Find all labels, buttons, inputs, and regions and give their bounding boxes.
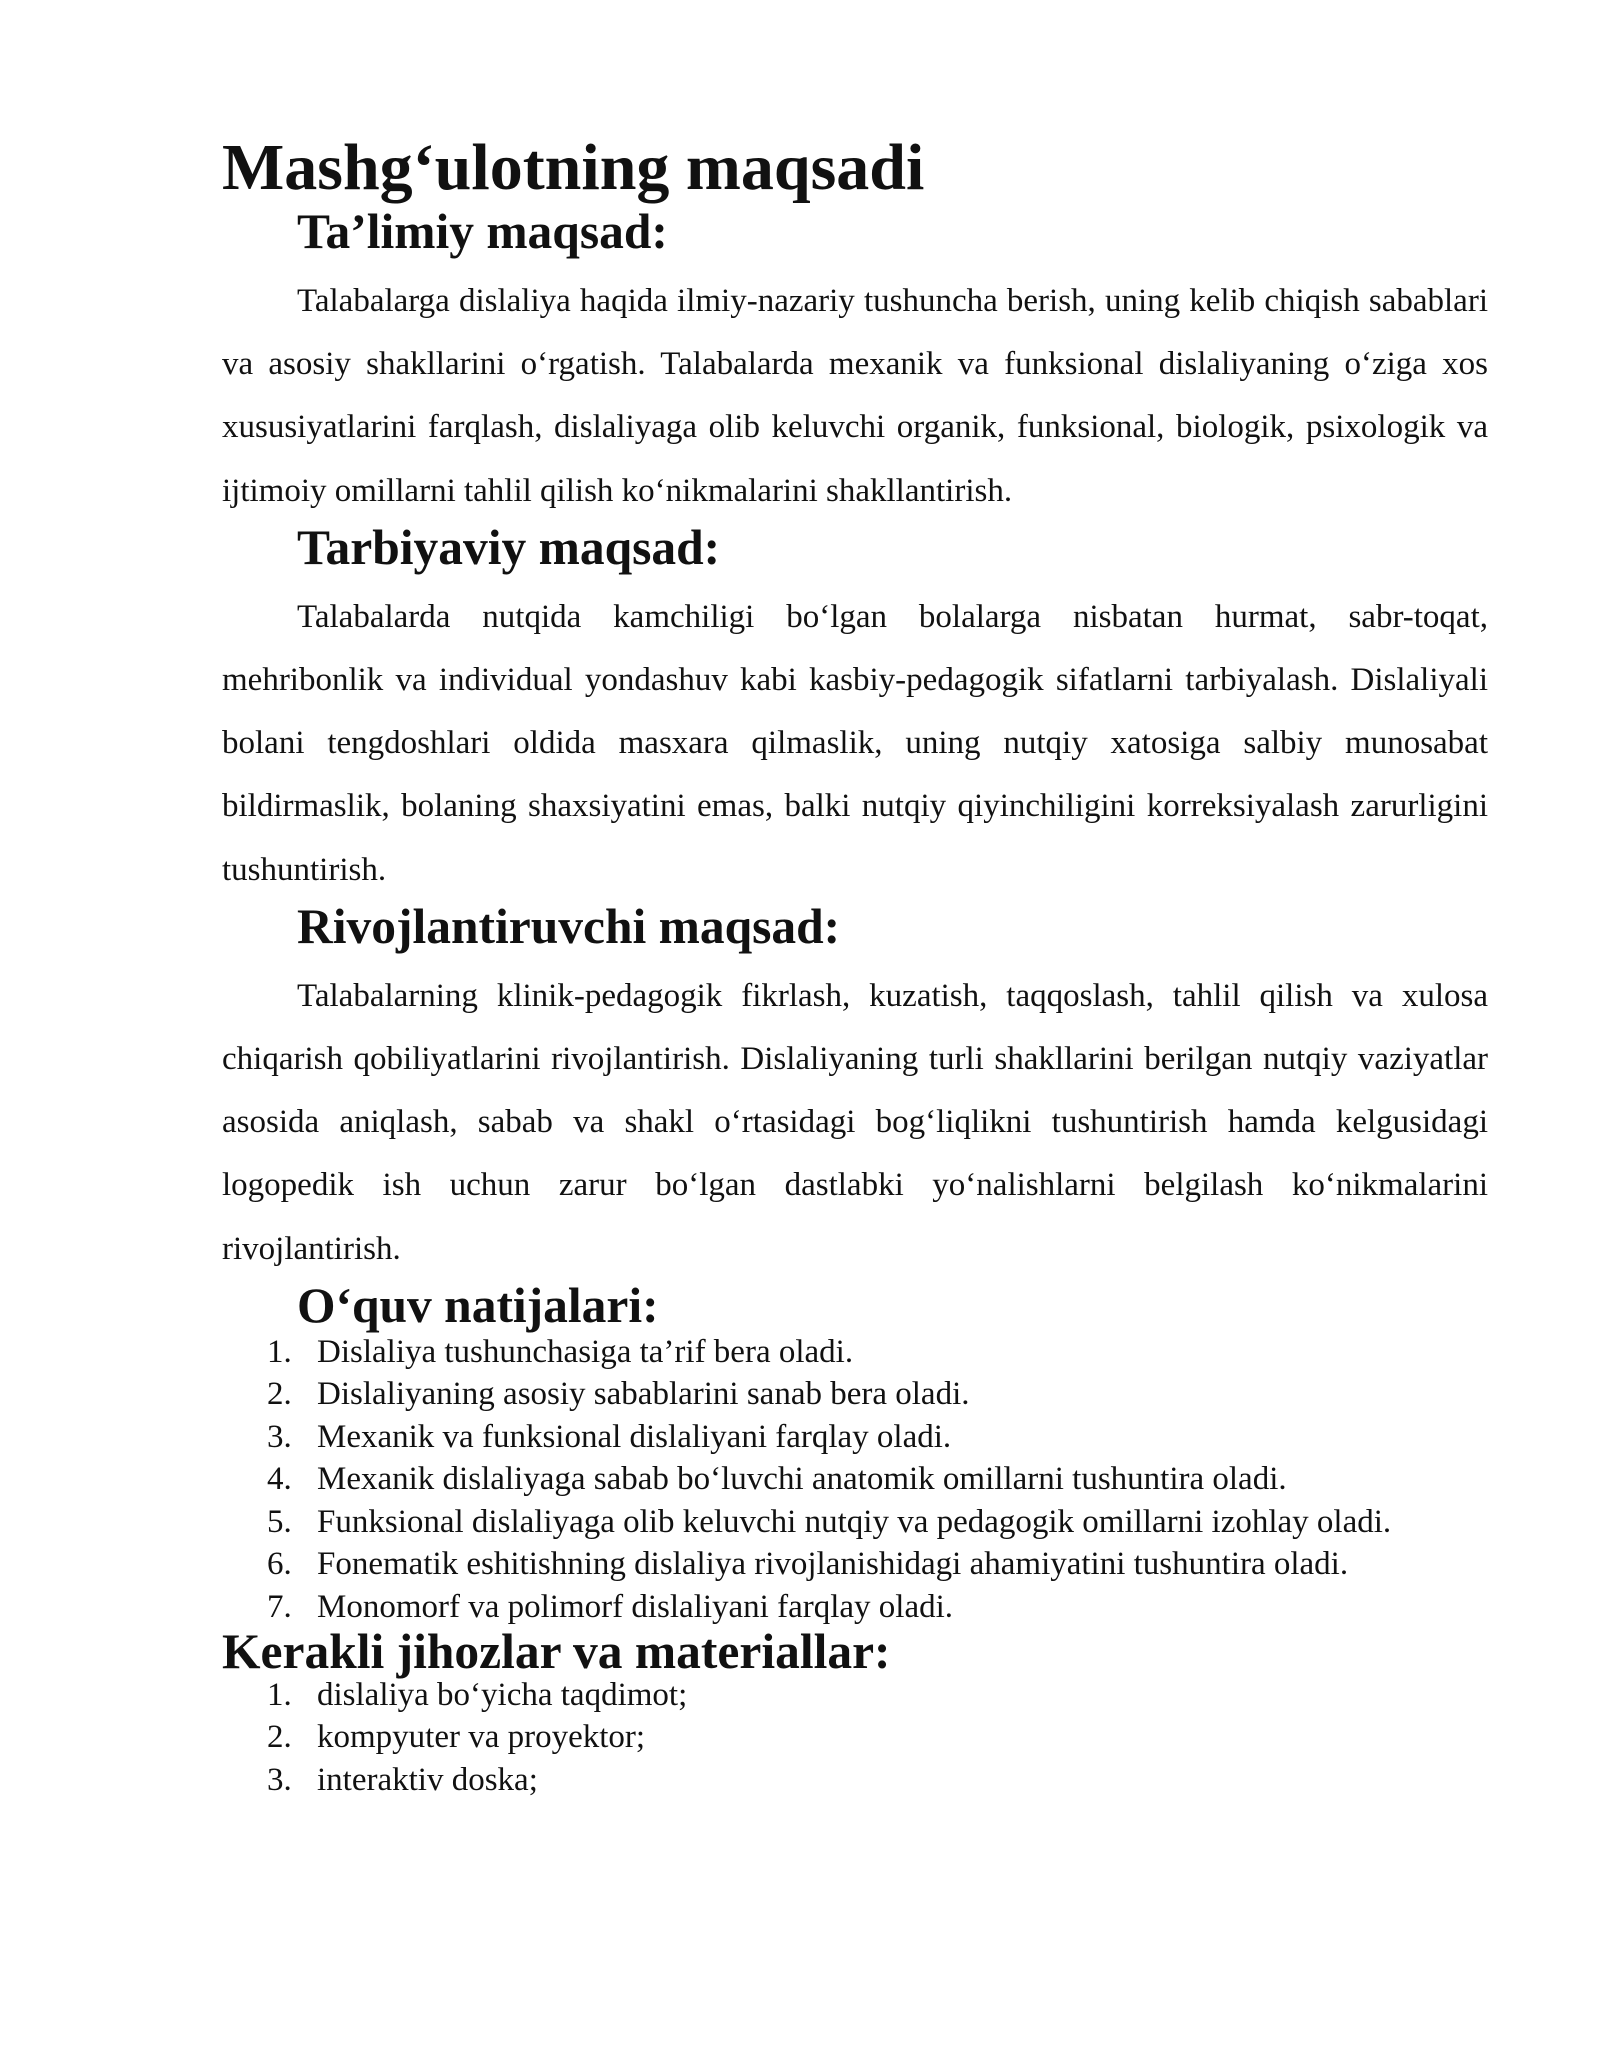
list-number: 4.: [267, 1461, 292, 1498]
list-text: Dislaliya tushunchasiga ta’rif bera oladi.: [317, 1333, 854, 1370]
list-item: [222, 1501, 1488, 1544]
list-item: [222, 1416, 1488, 1459]
list-number: 2.: [267, 1719, 292, 1756]
section-title-tarbiyaviy: Tarbiyaviy maqsad:: [297, 519, 721, 575]
list-number: 7.: [267, 1588, 292, 1625]
section-text-rivojlantiruvchi: Talabalarning klinik-pedagogik fikrlash, kuzatish, taqqoslash, tahlil qilish va xulosa chiqarish qobiliyatlarini rivojlantirish. Dislaliyaning turli shakllarini berilgan nutqiy vaziyatlar asosida aniqlash, sabab va shakl o‘rtasidagi bog‘liqlikni tushuntirish hamda kelgusidagi logopedik ish uchun zarur bo‘lgan dastlabki yo‘nalishlarni belgilash ko‘nikmalarini rivojlantirish.: [222, 977, 1488, 1267]
section-text-talimiy: Talabalarga dislaliya haqida ilmiy-nazariy tushuncha berish, uning kelib chiqish sabablari va asosiy shakllarini o‘rgatish. Talabalarda mexanik va funksional dislaliyaning o‘ziga xos xususiyatlarini farqlash, dislaliyaga olib keluvchi organik, funksional, biologik, psixologik va ijtimoiy omillarni tahlil qilish ko‘nikmalarini shakllantirish.: [222, 283, 1488, 509]
list-number: 5.: [267, 1503, 292, 1540]
list-item: [222, 1543, 1488, 1586]
list-item: [222, 1458, 1488, 1501]
list-text: Fonematik eshitishning dislaliya rivojlanishidagi ahamiyatini tushuntira oladi.: [317, 1546, 1349, 1583]
list-item: [222, 1674, 1488, 1717]
list-number: 2.: [267, 1376, 292, 1413]
list-text: kompyuter va proyektor;: [317, 1719, 646, 1756]
list-text: Dislaliyaning asosiy sabablarini sanab bera oladi.: [317, 1376, 970, 1413]
materials-title: Kerakli jihozlar va materiallar:: [222, 1624, 891, 1680]
list-number: 6.: [267, 1546, 292, 1583]
list-text: interaktiv doska;: [317, 1761, 538, 1798]
list-text: dislaliya bo‘yicha taqdimot;: [317, 1676, 688, 1713]
list-item: [222, 1586, 1488, 1629]
list-number: 3.: [267, 1418, 292, 1455]
outcomes-list: [222, 1331, 1488, 1629]
materials-list: [222, 1674, 1488, 1802]
list-item: [222, 1331, 1488, 1374]
list-number: 1.: [267, 1333, 292, 1370]
list-text: Funksional dislaliyaga olib keluvchi nutqiy va pedagogik omillarni izohlay oladi.: [317, 1503, 1392, 1540]
outcomes-title: O‘quv natijalari:: [297, 1277, 659, 1333]
list-item: [222, 1373, 1488, 1416]
section-title-rivojlantiruvchi: Rivojlantiruvchi maqsad:: [297, 898, 841, 954]
section-title-talimiy: Ta’limiy maqsad:: [297, 204, 668, 259]
list-item: [222, 1716, 1488, 1759]
list-number: 1.: [267, 1676, 292, 1713]
list-item: [222, 1759, 1488, 1802]
list-text: Monomorf va polimorf dislaliyani farqlay oladi.: [317, 1588, 954, 1625]
main-heading: Mashg‘ulotning maqsadi: [222, 131, 925, 204]
section-text-tarbiyaviy: Talabalarda nutqida kamchiligi bo‘lgan bolalarga nisbatan hurmat, sabr-toqat, mehribonlik va individual yondashuv kabi kasbiy-pedagogik sifatlarni tarbiyalash. Dislaliyali bolani tengdoshlari oldida masxara qilmaslik, uning nutqiy xatosiga salbiy munosabat bildirmaslik, bolaning shaxsiyatini emas, balki nutqiy qiyinchiligini korreksiyalash zarurligini tushuntirish.: [222, 598, 1488, 888]
list-text: Mexanik va funksional dislaliyani farqlay oladi.: [317, 1418, 952, 1455]
document-page: [222, 131, 1488, 1801]
list-text: Mexanik dislaliyaga sabab bo‘luvchi anatomik omillarni tushuntira oladi.: [317, 1461, 1287, 1498]
list-number: 3.: [267, 1761, 292, 1798]
